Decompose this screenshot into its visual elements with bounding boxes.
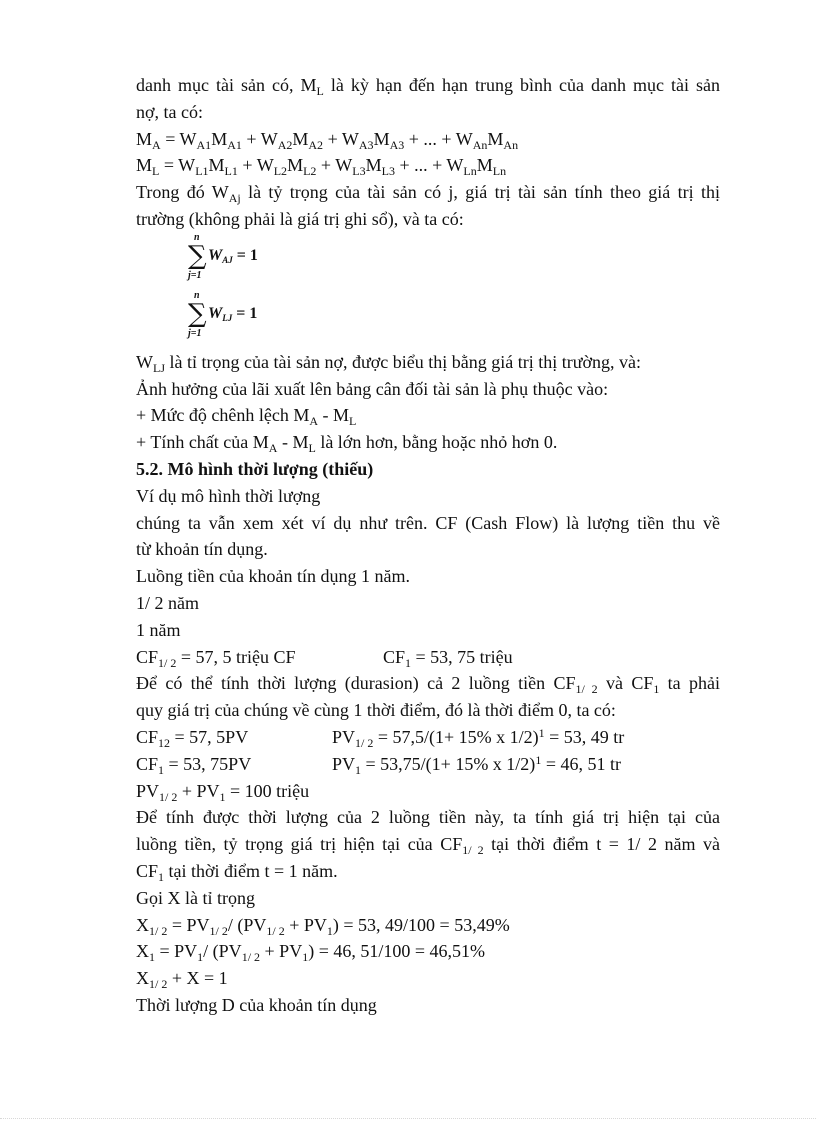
text-line: + Mức độ chênh lệch $M_A - M_L$ <box>136 405 357 429</box>
sum-lower-limit: j=1 <box>188 327 202 339</box>
text-line: Gọi X là tỉ trọng <box>136 887 255 908</box>
sum-term: $W_{AJ} = 1$ <box>208 246 258 265</box>
paragraph-line: từ khoản tín dụng. <box>136 539 268 560</box>
pv-row-right: $PV_{1/ 2} = 57,5/(1+ 15\%$ x 1/2)$^1$ = 53, 49 tr <box>332 725 625 750</box>
section-heading: 5.2. Mô hình thời lượng (thiếu) <box>136 458 374 479</box>
paragraph-line: Trong đó $W_{Aj}$ là tỷ trọng của tài sản có j, giá trị tài sản tính theo giá trị thị <box>136 182 720 206</box>
sum-formula-liabilities <box>188 291 720 349</box>
pv-row-left: $CF_1 = 53$, 75PV <box>136 753 252 777</box>
paragraph-line: luồng tiền, tỷ trọng giá trị hiện tại của $CF_{1/ 2}$ tại thời điểm t = 1/ 2 năm và <box>136 834 720 858</box>
pv-sum: $PV_{1/ 2} + PV_1 = 100$ triệu <box>136 780 310 804</box>
paragraph-line: nợ, ta có: <box>136 101 203 122</box>
present-value-row <box>136 724 720 751</box>
paragraph-line: $CF_1$ tại thời điểm t = 1 năm. <box>136 860 338 884</box>
sum-upper-limit: n <box>194 289 200 301</box>
weight-formula: $X_{1/ 2} + X = 1$ <box>136 968 228 992</box>
sum-lower-limit: j=1 <box>188 269 202 281</box>
text-line: + Tính chất của $M_A - M_L$ là lớn hơn, bằng hoặc nhỏ hơn 0. <box>136 432 558 456</box>
example-title: Ví dụ mô hình thời lượng <box>136 485 321 506</box>
formula-ml: $M_L = W_{L1}M_{L1} + W_{L2}M_{L2} + W_{L3}M_{L3}$ + ... + $W_{Ln}M_{Ln}$ <box>136 155 507 179</box>
cash-flow-row <box>136 644 720 671</box>
present-value-row <box>136 751 720 778</box>
text-line: $W_{LJ}$ là tỉ trọng của tài sản nợ, được biểu thị bằng giá trị thị trường, và: <box>136 351 641 375</box>
text-line: Ảnh hưởng của lãi xuất lên bảng cân đối tài sản là phụ thuộc vào: <box>136 378 609 399</box>
text-line: 1/ 2 năm <box>136 592 199 613</box>
sum-formula-assets <box>188 233 720 291</box>
text-line: 1 năm <box>136 619 181 640</box>
pv-row-left: $CF_{12} = 57$, 5PV <box>136 726 249 750</box>
paragraph-line: Để có thể tính thời lượng (durasion) cả 2 luồng tiền $CF_{1/ 2}$ và $CF_1$ ta phải <box>136 673 721 697</box>
sum-term: $W_{LJ} = 1$ <box>208 304 258 323</box>
cash-flow-half-year: $CF_{1/ 2} = 57$, 5 triệu CF <box>136 646 296 670</box>
document-page <box>136 72 720 1019</box>
weight-formula: $X_1 = PV_1/$ $(PV_{1/ 2} + PV_1) = 46$, 51/100 = 46,51% <box>136 941 485 965</box>
sigma-icon: ∑ <box>188 298 207 329</box>
text-line: Thời lượng D của khoản tín dụng <box>136 994 377 1015</box>
sigma-icon: ∑ <box>188 240 207 271</box>
paragraph-line: danh mục tài sản có, $M_L$ là kỳ hạn đến hạn trung bình của danh mục tài sản <box>136 75 720 98</box>
paragraph-line: quy giá trị của chúng về cùng 1 thời điểm, đó là thời điểm 0, ta có: <box>136 700 616 721</box>
footer-divider <box>0 1118 816 1119</box>
sum-upper-limit: n <box>194 231 200 243</box>
text-line: Luồng tiền của khoản tín dụng 1 năm. <box>136 566 410 587</box>
paragraph-line: Để tính được thời lượng của 2 luồng tiền này, ta tính giá trị hiện tại của <box>136 807 720 828</box>
paragraph-line: trường (không phải là giá trị ghi sổ), và ta có: <box>136 208 464 229</box>
formula-ma: $M_A = W_{A1}M_{A1} + W_{A2}M_{A2} + W_{A3}M_{A3}$ + ... + $W_{An}M_{An}$ <box>136 128 519 152</box>
cash-flow-one-year: $CF_1 = 53$, 75 triệu <box>383 646 513 670</box>
weight-formula: $X_{1/ 2} = PV_{1/ 2}/$ $(PV_{1/ 2} + PV_1) = 53$, 49/100 = 53,49% <box>136 914 510 938</box>
paragraph-line: chúng ta vẫn xem xét ví dụ như trên. CF (Cash Flow) là lượng tiền thu về <box>136 512 720 533</box>
pv-row-right: $PV_1 = 53,75/(1+ 15\%$ x 1/2)$^1$ = 46, 51 tr <box>332 752 621 777</box>
